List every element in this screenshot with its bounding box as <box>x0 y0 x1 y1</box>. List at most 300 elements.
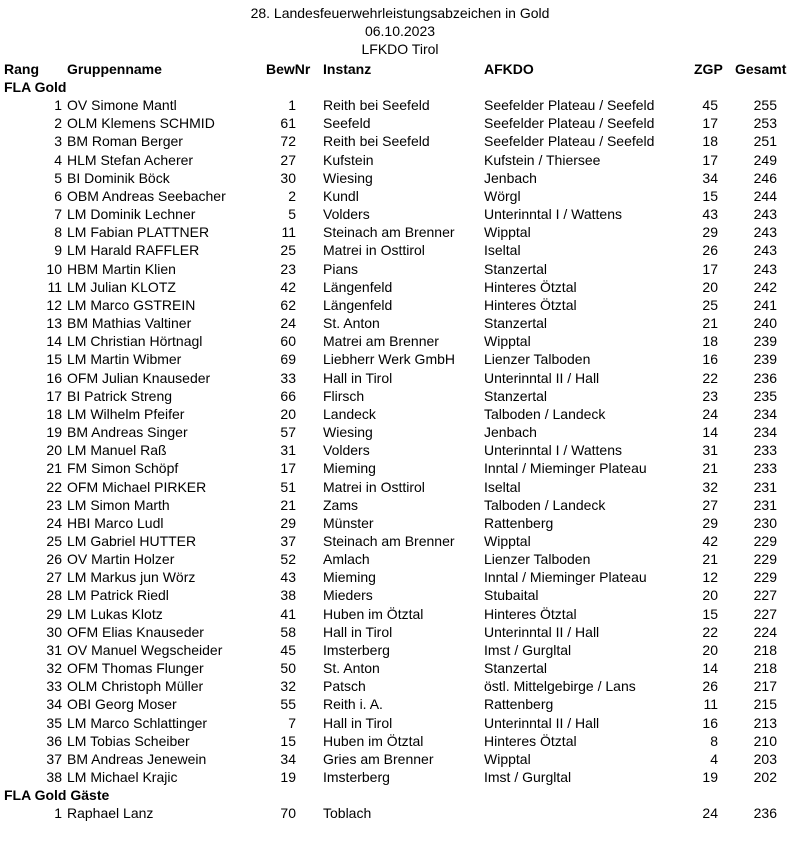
cell-rang: 7 <box>54 206 62 223</box>
cell-gesamt: 203 <box>753 750 777 767</box>
cell-rang: 1 <box>54 805 62 822</box>
cell-rang: 8 <box>54 224 62 241</box>
cell-bewnr: 43 <box>280 569 296 586</box>
table-row <box>0 369 800 387</box>
cell-zgp: 20 <box>702 278 718 295</box>
cell-afkdo: Stanzertal <box>484 260 548 277</box>
cell-afkdo: Kufstein / Thiersee <box>484 151 601 168</box>
cell-gruppenname: OFM Elias Knauseder <box>67 623 204 640</box>
cell-rang: 32 <box>46 660 62 677</box>
cell-rang: 10 <box>46 260 62 277</box>
cell-gesamt: 213 <box>753 714 777 731</box>
table-row <box>0 423 800 441</box>
cell-bewnr: 42 <box>280 278 296 295</box>
cell-afkdo: Wipptal <box>484 333 531 350</box>
cell-bewnr: 5 <box>288 206 296 223</box>
cell-gruppenname: OV Manuel Wegscheider <box>67 641 223 658</box>
column-header-rang: Rang <box>4 61 39 77</box>
table-row <box>0 260 800 278</box>
cell-instanz: Längenfeld <box>323 296 393 313</box>
cell-instanz: Pians <box>323 260 359 277</box>
cell-instanz: Amlach <box>323 551 370 568</box>
cell-gesamt: 253 <box>753 115 777 132</box>
column-header-bewnr: BewNr <box>266 61 311 77</box>
cell-zgp: 26 <box>702 242 718 259</box>
cell-zgp: 18 <box>702 133 718 150</box>
cell-instanz: Wiesing <box>323 169 373 186</box>
cell-instanz: Kufstein <box>323 151 374 168</box>
cell-gesamt: 230 <box>753 514 777 531</box>
cell-zgp: 16 <box>702 714 718 731</box>
cell-afkdo: Hinteres Ötztal <box>484 605 577 622</box>
cell-rang: 35 <box>46 714 62 731</box>
table-row <box>0 459 800 477</box>
cell-instanz: Steinach am Brenner <box>323 224 455 241</box>
cell-afkdo: Jenbach <box>484 169 537 186</box>
cell-zgp: 11 <box>703 696 718 713</box>
cell-gruppenname: LM Simon Marth <box>67 496 170 513</box>
cell-rang: 24 <box>46 514 62 531</box>
cell-rang: 18 <box>46 405 62 422</box>
cell-gesamt: 244 <box>753 187 777 204</box>
cell-instanz: Imsterberg <box>323 641 390 658</box>
cell-rang: 37 <box>46 750 62 767</box>
cell-bewnr: 61 <box>280 115 296 132</box>
table-row <box>0 750 800 768</box>
cell-zgp: 26 <box>702 678 718 695</box>
table-row <box>0 151 800 169</box>
cell-gesamt: 229 <box>753 569 777 586</box>
cell-bewnr: 29 <box>280 514 296 531</box>
cell-rang: 30 <box>46 623 62 640</box>
cell-afkdo: Talboden / Landeck <box>484 405 606 422</box>
cell-instanz: Längenfeld <box>323 278 393 295</box>
cell-afkdo: östl. Mittelgebirge / Lans <box>484 678 636 695</box>
table-row <box>0 732 800 750</box>
cell-zgp: 23 <box>702 387 718 404</box>
cell-gesamt: 218 <box>753 641 777 658</box>
cell-bewnr: 21 <box>280 496 296 513</box>
cell-gesamt: 233 <box>753 442 777 459</box>
cell-gruppenname: BI Dominik Böck <box>67 169 170 186</box>
table-row <box>0 332 800 350</box>
cell-gesamt: 246 <box>753 169 777 186</box>
cell-gruppenname: BM Mathias Valtiner <box>67 315 192 332</box>
cell-zgp: 15 <box>702 187 718 204</box>
cell-rang: 21 <box>46 460 62 477</box>
cell-gesamt: 202 <box>753 769 777 786</box>
table-row <box>0 241 800 259</box>
table-row <box>0 387 800 405</box>
cell-gesamt: 235 <box>753 387 777 404</box>
cell-rang: 13 <box>46 315 62 332</box>
cell-rang: 26 <box>46 551 62 568</box>
cell-zgp: 8 <box>710 732 718 749</box>
cell-rang: 23 <box>46 496 62 513</box>
cell-rang: 14 <box>46 333 62 350</box>
cell-rang: 31 <box>46 641 62 658</box>
cell-instanz: Matrei in Osttirol <box>323 478 425 495</box>
cell-bewnr: 34 <box>280 750 296 767</box>
cell-rang: 4 <box>54 151 62 168</box>
table-row <box>0 677 800 695</box>
cell-afkdo: Seefelder Plateau / Seefeld <box>484 115 655 132</box>
cell-afkdo: Unterinntal II / Hall <box>484 714 600 731</box>
cell-gruppenname: LM Michael Krajic <box>67 769 178 786</box>
cell-zgp: 21 <box>702 315 718 332</box>
cell-gruppenname: OBI Georg Moser <box>67 696 177 713</box>
table-row <box>0 641 800 659</box>
cell-bewnr: 30 <box>280 169 296 186</box>
cell-zgp: 17 <box>702 260 718 277</box>
cell-gesamt: 215 <box>753 696 777 713</box>
cell-gesamt: 229 <box>753 533 777 549</box>
column-header-zgp: ZGP <box>694 61 723 77</box>
cell-gruppenname: HBM Martin Klien <box>67 260 176 277</box>
table-row <box>0 205 800 223</box>
column-header-gesamt: Gesamt <box>735 61 787 77</box>
cell-rang: 16 <box>46 369 62 386</box>
cell-gruppenname: LM Markus jun Wörz <box>67 569 196 586</box>
table-row <box>0 695 800 713</box>
cell-gruppenname: LM Marco GSTREIN <box>67 296 196 313</box>
cell-gruppenname: LM Julian KLOTZ <box>67 278 176 295</box>
cell-instanz: Flirsch <box>323 387 365 404</box>
cell-gesamt: 241 <box>753 296 777 313</box>
table-row <box>0 314 800 332</box>
cell-bewnr: 25 <box>280 242 296 259</box>
cell-zgp: 17 <box>702 151 718 168</box>
cell-zgp: 43 <box>702 206 718 223</box>
cell-zgp: 22 <box>702 623 718 640</box>
cell-bewnr: 51 <box>280 478 296 495</box>
table-row <box>0 405 800 423</box>
cell-gruppenname: LM Lukas Klotz <box>67 605 163 622</box>
cell-zgp: 20 <box>702 641 718 658</box>
cell-bewnr: 41 <box>280 605 296 622</box>
cell-rang: 17 <box>46 387 62 404</box>
cell-rang: 19 <box>46 424 62 441</box>
cell-rang: 22 <box>46 478 62 495</box>
cell-afkdo: Iseltal <box>484 478 521 495</box>
cell-rang: 12 <box>46 296 62 313</box>
table-row <box>0 223 800 241</box>
cell-bewnr: 33 <box>280 369 296 386</box>
cell-gesamt: 224 <box>753 623 777 640</box>
cell-afkdo: Wipptal <box>484 533 531 549</box>
cell-rang: 3 <box>54 133 62 150</box>
cell-zgp: 18 <box>702 333 718 350</box>
cell-gesamt: 255 <box>753 97 777 114</box>
table-row <box>0 804 800 822</box>
report-date: 06.10.2023 <box>364 23 436 39</box>
cell-gruppenname: LM Marco Schlattinger <box>67 714 208 731</box>
cell-afkdo: Rattenberg <box>484 696 554 713</box>
cell-afkdo: Unterinntal II / Hall <box>484 369 600 386</box>
table-row <box>0 441 800 459</box>
cell-zgp: 29 <box>702 224 718 241</box>
cell-zgp: 24 <box>702 805 718 822</box>
cell-instanz: Landeck <box>323 405 376 422</box>
cell-gruppenname: LM Gabriel HUTTER <box>67 533 197 549</box>
cell-afkdo: Inntal / Mieminger Plateau <box>484 569 647 586</box>
cell-instanz: Huben im Ötztal <box>323 605 424 622</box>
cell-gruppenname: BM Andreas Jenewein <box>67 750 207 767</box>
table-row <box>0 478 800 496</box>
cell-instanz: St. Anton <box>323 660 380 677</box>
cell-instanz: Mieming <box>323 569 376 586</box>
cell-zgp: 22 <box>702 369 718 386</box>
cell-zgp: 31 <box>702 442 718 459</box>
cell-instanz: Liebherr Werk GmbH <box>323 351 456 368</box>
cell-bewnr: 27 <box>280 151 296 168</box>
cell-afkdo: Imst / Gurgltal <box>484 769 572 786</box>
table-row <box>0 623 800 641</box>
table-row <box>0 496 800 514</box>
column-header-row <box>0 60 800 78</box>
cell-afkdo: Jenbach <box>484 424 537 441</box>
cell-zgp: 24 <box>702 405 718 422</box>
cell-afkdo: Wipptal <box>484 750 531 767</box>
cell-rang: 27 <box>46 569 62 586</box>
cell-zgp: 4 <box>710 750 718 767</box>
cell-gesamt: 231 <box>753 496 777 513</box>
cell-rang: 11 <box>47 278 62 295</box>
cell-gruppenname: FM Simon Schöpf <box>67 460 179 477</box>
cell-bewnr: 38 <box>280 587 296 604</box>
cell-gruppenname: BI Patrick Streng <box>67 387 173 404</box>
cell-instanz: Mieming <box>323 460 376 477</box>
cell-gruppenname: OLM Christoph Müller <box>67 678 204 695</box>
cell-bewnr: 62 <box>280 296 296 313</box>
column-header-gruppenname: Gruppenname <box>67 61 162 77</box>
cell-gesamt: 239 <box>753 333 777 350</box>
cell-zgp: 25 <box>702 296 718 313</box>
cell-afkdo: Wipptal <box>484 224 531 241</box>
cell-rang: 25 <box>46 533 62 549</box>
cell-zgp: 17 <box>702 115 718 132</box>
report-title: 28. Landesfeuerwehrleistungsabzeichen in Gold <box>250 5 550 21</box>
cell-gruppenname: OLM Klemens SCHMID <box>67 115 215 132</box>
cell-bewnr: 52 <box>280 551 296 568</box>
table-row <box>0 532 800 550</box>
cell-gruppenname: LM Tobias Scheiber <box>67 732 190 749</box>
cell-zgp: 32 <box>702 478 718 495</box>
cell-bewnr: 50 <box>280 660 296 677</box>
cell-afkdo: Unterinntal I / Wattens <box>484 442 622 459</box>
cell-zgp: 16 <box>702 351 718 368</box>
section-title: FLA Gold <box>4 79 67 95</box>
table-row <box>0 605 800 623</box>
cell-bewnr: 11 <box>281 224 296 241</box>
cell-gesamt: 239 <box>753 351 777 368</box>
table-row <box>0 169 800 187</box>
cell-instanz: Münster <box>323 514 374 531</box>
table-row <box>0 514 800 532</box>
cell-bewnr: 1 <box>288 97 296 114</box>
cell-zgp: 20 <box>702 587 718 604</box>
cell-gruppenname: LM Christian Hörtnagl <box>67 333 203 350</box>
cell-bewnr: 19 <box>280 769 296 786</box>
cell-gruppenname: OFM Julian Knauseder <box>67 369 211 386</box>
cell-instanz: Zams <box>323 496 358 513</box>
cell-rang: 9 <box>54 242 62 259</box>
cell-gruppenname: BM Andreas Singer <box>67 424 188 441</box>
cell-gesamt: 234 <box>753 424 777 441</box>
cell-gesamt: 234 <box>753 405 777 422</box>
cell-instanz: Volders <box>323 206 370 223</box>
cell-afkdo: Seefelder Plateau / Seefeld <box>484 97 655 114</box>
cell-afkdo: Lienzer Talboden <box>484 551 591 568</box>
cell-gesamt: 231 <box>753 478 777 495</box>
cell-instanz: Huben im Ötztal <box>323 732 424 749</box>
column-header-afkdo: AFKDO <box>484 61 534 77</box>
cell-gesamt: 227 <box>753 587 777 604</box>
cell-gesamt: 242 <box>753 278 777 295</box>
table-row <box>0 278 800 296</box>
cell-afkdo: Lienzer Talboden <box>484 351 591 368</box>
cell-rang: 28 <box>46 587 62 604</box>
cell-instanz: Reith bei Seefeld <box>323 97 430 114</box>
cell-bewnr: 17 <box>280 460 296 477</box>
cell-zgp: 19 <box>702 769 718 786</box>
cell-rang: 29 <box>46 605 62 622</box>
cell-gesamt: 249 <box>753 151 777 168</box>
cell-afkdo: Rattenberg <box>484 514 554 531</box>
cell-afkdo: Inntal / Mieminger Plateau <box>484 460 647 477</box>
cell-gesamt: 227 <box>753 605 777 622</box>
cell-gruppenname: LM Dominik Lechner <box>67 206 196 223</box>
cell-bewnr: 2 <box>288 187 296 204</box>
cell-bewnr: 58 <box>280 623 296 640</box>
cell-instanz: Wiesing <box>323 424 373 441</box>
cell-instanz: Kundl <box>323 187 359 204</box>
cell-afkdo: Stanzertal <box>484 660 548 677</box>
cell-bewnr: 23 <box>280 260 296 277</box>
cell-rang: 5 <box>54 169 62 186</box>
cell-rang: 38 <box>46 769 62 786</box>
cell-bewnr: 70 <box>280 805 296 822</box>
column-header-instanz: Instanz <box>323 61 372 77</box>
table-row <box>0 296 800 314</box>
cell-rang: 34 <box>46 696 62 713</box>
cell-afkdo: Talboden / Landeck <box>484 496 606 513</box>
cell-instanz: Volders <box>323 442 370 459</box>
table-row <box>0 659 800 677</box>
report-organization: LFKDO Tirol <box>361 41 439 57</box>
cell-instanz: Reith i. A. <box>323 696 383 713</box>
cell-rang: 1 <box>54 97 62 114</box>
cell-zgp: 21 <box>702 460 718 477</box>
cell-gruppenname: LM Martin Wibmer <box>67 351 182 368</box>
cell-bewnr: 24 <box>280 315 296 332</box>
cell-instanz: Steinach am Brenner <box>323 533 455 549</box>
table-row <box>0 568 800 586</box>
cell-bewnr: 20 <box>280 405 296 422</box>
table-row <box>0 96 800 114</box>
table-row <box>0 714 800 732</box>
cell-bewnr: 57 <box>280 424 296 441</box>
cell-gesamt: 251 <box>753 133 777 150</box>
cell-instanz: Reith bei Seefeld <box>323 133 430 150</box>
cell-rang: 33 <box>46 678 62 695</box>
cell-afkdo: Imst / Gurgltal <box>484 641 572 658</box>
cell-gruppenname: HLM Stefan Acherer <box>67 151 194 168</box>
cell-afkdo: Unterinntal I / Wattens <box>484 206 622 223</box>
cell-rang: 2 <box>54 115 62 132</box>
cell-gesamt: 243 <box>753 260 777 277</box>
cell-gruppenname: LM Wilhelm Pfeifer <box>67 405 185 422</box>
cell-bewnr: 66 <box>280 387 296 404</box>
cell-gruppenname: OV Simone Mantl <box>67 97 177 114</box>
cell-afkdo: Stanzertal <box>484 387 548 404</box>
cell-instanz: Mieders <box>323 587 373 604</box>
table-row <box>0 768 800 786</box>
cell-zgp: 15 <box>702 605 718 622</box>
cell-gesamt: 243 <box>753 224 777 241</box>
cell-rang: 6 <box>54 187 62 204</box>
table-row <box>0 132 800 150</box>
cell-gesamt: 236 <box>753 805 777 822</box>
cell-gruppenname: Raphael Lanz <box>67 805 154 822</box>
cell-bewnr: 7 <box>288 714 296 731</box>
cell-instanz: Hall in Tirol <box>323 623 393 640</box>
cell-bewnr: 15 <box>280 732 296 749</box>
cell-zgp: 12 <box>702 569 718 586</box>
cell-zgp: 21 <box>702 551 718 568</box>
cell-zgp: 42 <box>702 533 718 549</box>
cell-gruppenname: LM Patrick Riedl <box>67 587 169 604</box>
cell-zgp: 45 <box>702 97 718 114</box>
cell-instanz: Matrei am Brenner <box>323 333 439 350</box>
cell-rang: 15 <box>46 351 62 368</box>
cell-gruppenname: LM Manuel Raß <box>67 442 167 459</box>
cell-bewnr: 31 <box>280 442 296 459</box>
cell-bewnr: 37 <box>280 533 296 549</box>
table-row <box>0 550 800 568</box>
cell-gesamt: 243 <box>753 206 777 223</box>
cell-rang: 20 <box>46 442 62 459</box>
cell-gruppenname: HBI Marco Ludl <box>67 514 164 531</box>
cell-afkdo: Hinteres Ötztal <box>484 296 577 313</box>
cell-afkdo: Seefelder Plateau / Seefeld <box>484 133 655 150</box>
cell-gesamt: 233 <box>753 460 777 477</box>
cell-gesamt: 218 <box>753 660 777 677</box>
cell-instanz: Seefeld <box>323 115 371 132</box>
cell-instanz: Hall in Tirol <box>323 369 393 386</box>
cell-rang: 36 <box>46 732 62 749</box>
cell-gesamt: 217 <box>753 678 777 695</box>
cell-instanz: Gries am Brenner <box>323 750 434 767</box>
cell-gruppenname: LM Fabian PLATTNER <box>67 224 210 241</box>
cell-zgp: 34 <box>702 169 718 186</box>
cell-gruppenname: OV Martin Holzer <box>67 551 175 568</box>
table-row <box>0 114 800 132</box>
cell-instanz: Hall in Tirol <box>323 714 393 731</box>
cell-afkdo: Stanzertal <box>484 315 548 332</box>
cell-zgp: 29 <box>702 514 718 531</box>
cell-gruppenname: LM Harald RAFFLER <box>67 242 200 259</box>
cell-afkdo: Wörgl <box>484 187 521 204</box>
cell-afkdo: Hinteres Ötztal <box>484 278 577 295</box>
cell-bewnr: 72 <box>280 133 296 150</box>
cell-gesamt: 240 <box>753 315 777 332</box>
cell-instanz: Imsterberg <box>323 769 390 786</box>
cell-gesamt: 243 <box>753 242 777 259</box>
cell-afkdo: Unterinntal II / Hall <box>484 623 600 640</box>
cell-gruppenname: OFM Thomas Flunger <box>67 660 204 677</box>
cell-gesamt: 229 <box>753 551 777 568</box>
